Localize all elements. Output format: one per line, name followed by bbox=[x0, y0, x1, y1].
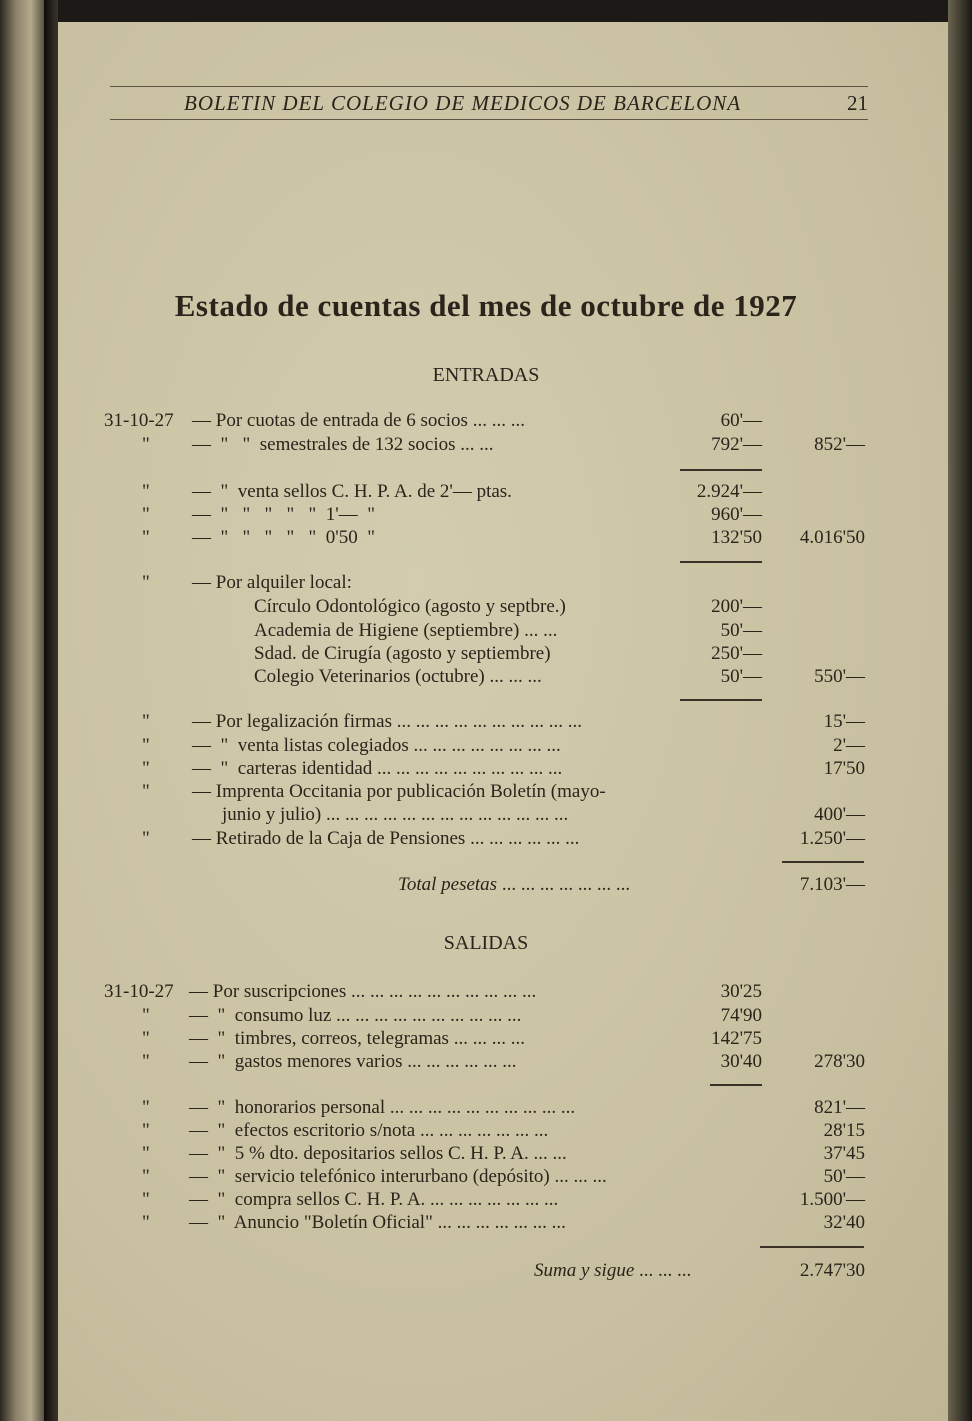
row-description: — Por alquiler local: bbox=[192, 572, 352, 593]
row-subtotal: 2'— bbox=[833, 735, 865, 756]
row-amount: 960'— bbox=[711, 504, 762, 525]
row-description: Círculo Odontológico (agosto y septbre.) bbox=[254, 596, 566, 617]
row-date: " bbox=[142, 1028, 150, 1049]
row-description: — " consumo luz ... ... ... ... ... ... ... ... ... ... bbox=[189, 1005, 522, 1026]
row-amount: 60'— bbox=[720, 410, 762, 431]
row-date: " bbox=[142, 828, 150, 849]
row-description: — " venta listas colegiados ... ... ... ... ... ... ... ... bbox=[192, 735, 561, 756]
row-date: " bbox=[142, 781, 150, 802]
row-date: " bbox=[142, 1120, 150, 1141]
row-description: — Por suscripciones ... ... ... ... ... ... ... ... ... ... bbox=[189, 981, 537, 1002]
row-description: — " servicio telefónico interurbano (depósito) ... ... ... bbox=[189, 1166, 607, 1187]
rule bbox=[782, 861, 864, 863]
row-date: " bbox=[142, 1005, 150, 1026]
row-amount: 200'— bbox=[711, 596, 762, 617]
row-amount: 50'— bbox=[720, 666, 762, 687]
row-date: " bbox=[142, 504, 150, 525]
row-amount: 50'— bbox=[720, 620, 762, 641]
row-subtotal: 28'15 bbox=[823, 1120, 865, 1141]
row-description: — " honorarios personal ... ... ... ... ... ... ... ... ... ... bbox=[189, 1097, 576, 1118]
row-amount: 250'— bbox=[711, 643, 762, 664]
row-amount: 74'90 bbox=[720, 1005, 762, 1026]
rule bbox=[680, 561, 762, 563]
rule bbox=[680, 699, 762, 701]
row-date: " bbox=[142, 572, 150, 593]
row-description: junio y julio) ... ... ... ... ... ... ... ... ... ... ... ... ... bbox=[222, 804, 569, 825]
rule bbox=[710, 1084, 762, 1086]
book-spine bbox=[44, 0, 58, 1421]
row-date: 31-10-27 bbox=[104, 981, 174, 1002]
carry-forward-row bbox=[534, 1260, 691, 1282]
row-description: — " timbres, correos, telegramas ... ... ... ... bbox=[189, 1028, 525, 1049]
row-subtotal: 278'30 bbox=[814, 1051, 865, 1072]
salidas-title: SALIDAS bbox=[443, 932, 529, 954]
row-date: " bbox=[142, 711, 150, 732]
row-subtotal: 550'— bbox=[814, 666, 865, 687]
row-description: — " 5 % dto. depositarios sellos C. H. P. A. ... ... bbox=[189, 1143, 567, 1164]
row-description: — " efectos escritorio s/nota ... ... ... ... ... ... ... bbox=[189, 1120, 549, 1141]
row-description: Academia de Higiene (septiembre) ... ... bbox=[254, 620, 558, 641]
row-description: — " " " " " 0'50 " bbox=[192, 527, 375, 548]
row-description: — " " semestrales de 132 socios ... ... bbox=[192, 434, 494, 455]
row-date: " bbox=[142, 434, 150, 455]
row-amount: 2.924'— bbox=[696, 481, 762, 502]
row-subtotal: 15'— bbox=[823, 711, 865, 732]
row-date: " bbox=[142, 1051, 150, 1072]
carry-forward-dots: ... ... ... bbox=[639, 1260, 692, 1281]
total-amount: 7.103'— bbox=[799, 874, 865, 895]
row-amount: 792'— bbox=[711, 434, 762, 455]
row-subtotal: 1.250'— bbox=[799, 828, 865, 849]
page-number: 21 bbox=[847, 91, 868, 115]
row-date: " bbox=[142, 1212, 150, 1233]
journal-title: BOLETIN DEL COLEGIO DE MEDICOS DE BARCELONA bbox=[184, 91, 742, 115]
row-amount: 30'25 bbox=[720, 981, 762, 1002]
row-amount: 142'75 bbox=[711, 1028, 762, 1049]
row-date: " bbox=[142, 1189, 150, 1210]
left-page-edge bbox=[0, 0, 44, 1421]
total-label: Total pesetas bbox=[398, 874, 498, 895]
carry-forward-label: Suma y sigue bbox=[534, 1260, 635, 1281]
row-date: " bbox=[142, 527, 150, 548]
row-description: Colegio Veterinarios (octubre) ... ... ... bbox=[254, 666, 542, 687]
row-date: 31-10-27 bbox=[104, 410, 174, 431]
row-description: — " gastos menores varios ... ... ... ... ... ... bbox=[189, 1051, 517, 1072]
row-subtotal: 37'45 bbox=[823, 1143, 865, 1164]
row-date: " bbox=[142, 735, 150, 756]
row-description: — Imprenta Occitania por publicación Boletín (mayo- bbox=[192, 781, 606, 802]
row-description: — " Anuncio "Boletín Oficial" ... ... ... ... ... ... ... bbox=[189, 1212, 566, 1233]
rule bbox=[760, 1246, 864, 1248]
rule bbox=[680, 469, 762, 471]
row-subtotal: 17'50 bbox=[823, 758, 865, 779]
row-subtotal: 50'— bbox=[823, 1166, 865, 1187]
row-date: " bbox=[142, 1143, 150, 1164]
row-date: " bbox=[142, 1097, 150, 1118]
row-date: " bbox=[142, 758, 150, 779]
row-description: — Retirado de la Caja de Pensiones ... ... ... ... ... ... bbox=[192, 828, 580, 849]
row-description: Sdad. de Cirugía (agosto y septiembre) bbox=[254, 643, 551, 664]
row-amount: 30'40 bbox=[720, 1051, 762, 1072]
entradas-title: ENTRADAS bbox=[432, 364, 540, 386]
row-description: — " " " " " 1'— " bbox=[192, 504, 375, 525]
row-subtotal: 32'40 bbox=[823, 1212, 865, 1233]
row-description: — " venta sellos C. H. P. A. de 2'— ptas. bbox=[192, 481, 512, 502]
total-row bbox=[398, 874, 630, 896]
row-subtotal: 821'— bbox=[814, 1097, 865, 1118]
row-description: — " carteras identidad ... ... ... ... ... ... ... ... ... ... bbox=[192, 758, 563, 779]
row-date: " bbox=[142, 1166, 150, 1187]
total-dots: ... ... ... ... ... ... ... bbox=[501, 874, 631, 895]
row-subtotal: 852'— bbox=[814, 434, 865, 455]
right-page-edge bbox=[948, 0, 972, 1421]
running-header bbox=[110, 86, 868, 120]
page-title: Estado de cuentas del mes de octubre de 1927 bbox=[174, 288, 798, 323]
row-description: — Por cuotas de entrada de 6 socios ... ... ... bbox=[192, 410, 525, 431]
row-subtotal: 4.016'50 bbox=[799, 527, 865, 548]
carry-forward-amount: 2.747'30 bbox=[799, 1260, 865, 1281]
row-subtotal: 400'— bbox=[814, 804, 865, 825]
row-date: " bbox=[142, 481, 150, 502]
row-description: — " compra sellos C. H. P. A. ... ... ... ... ... ... ... bbox=[189, 1189, 559, 1210]
row-amount: 132'50 bbox=[711, 527, 762, 548]
row-description: — Por legalización firmas ... ... ... ... ... ... ... ... ... ... bbox=[192, 711, 582, 732]
row-subtotal: 1.500'— bbox=[799, 1189, 865, 1210]
